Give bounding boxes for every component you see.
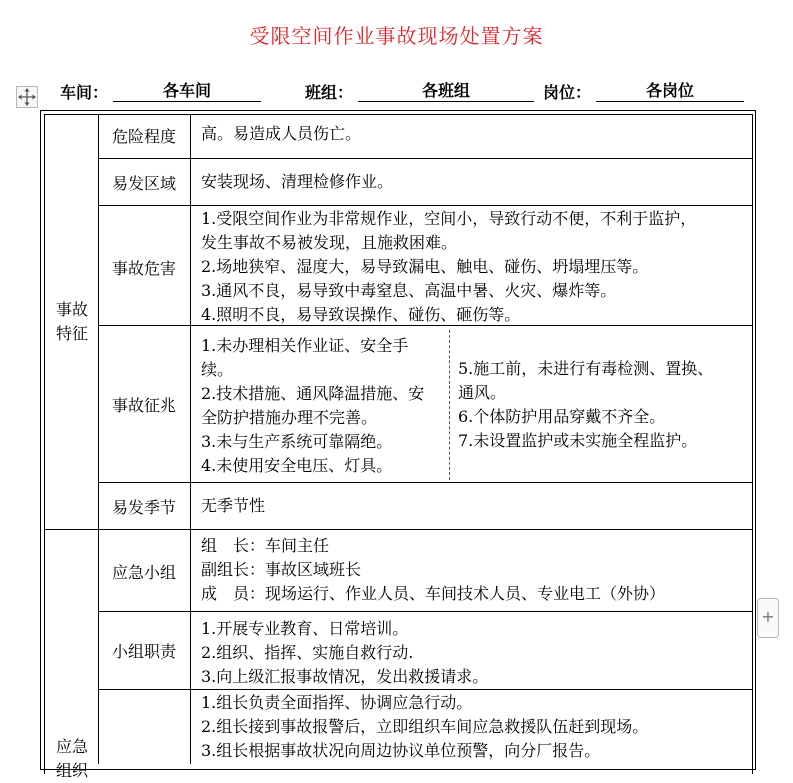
- post-label: 岗位：: [543, 83, 592, 102]
- grid-line: [98, 158, 753, 159]
- label-danger-level: 危险程度: [111, 127, 176, 146]
- column-divider: [449, 330, 450, 480]
- plus-icon[interactable]: +: [757, 598, 779, 638]
- label-emergency-team: 应急小组: [111, 563, 176, 582]
- grid-line: [98, 482, 753, 483]
- post-value: 各岗位: [596, 80, 744, 102]
- content-danger-level: 高。易造成人员伤亡。: [201, 124, 362, 143]
- content-procedure: 1.组长负责全面指挥、协调应急行动。 2.组长接到事故报警后，立即组织车间应急救援队伍赶到现场。 3.组长根据事故状况向周边协议单位预警，向分厂报告。: [201, 693, 649, 760]
- grid-line: [98, 114, 99, 764]
- content-team-duties: 1.开展专业教育、日常培训。 2.组织、指挥、实施自救行动. 3.向上级汇报事故情况，发出救援请求。: [201, 619, 489, 686]
- label-prone-area: 易发区域: [111, 174, 176, 193]
- team-label: 班组：: [305, 83, 354, 102]
- grid-line: [98, 611, 753, 612]
- content-prone-area: 安装现场、清理检修作业。: [201, 172, 394, 191]
- grid-line: [190, 114, 191, 764]
- label-team-duties: 小组职责: [111, 642, 176, 661]
- grid-line: [44, 529, 753, 530]
- content-signs-right: 5.施工前，未进行有毒检测、置换、 通风。 6.个体防护用品穿戴不齐全。 7.未设置监护或未实施全程监护。: [458, 359, 714, 450]
- section-emergency-org: 应急 组织: [55, 737, 88, 780]
- workshop-value: 各车间: [113, 80, 261, 102]
- content-emergency-team: 组 长：车间主任 副组长：事故区域班长 成 员：现场运行、作业人员、车间技术人员、专业电工（外协）: [201, 536, 666, 603]
- section-accident-features: 事故 特征: [55, 300, 88, 343]
- content-signs-left: 1.未办理相关作业证、安全手 续。 2.技术措施、通风降温措施、安 全防护措施办理不完善。 3.未与生产系统可靠隔绝。 4.未使用安全电压、灯具。: [201, 336, 425, 475]
- label-hazards: 事故危害: [111, 259, 176, 278]
- move-arrows-icon[interactable]: [16, 86, 38, 108]
- content-season: 无季节性: [201, 496, 266, 515]
- page-title: 受限空间作业事故现场处置方案: [249, 24, 544, 48]
- team-value: 各班组: [358, 80, 534, 102]
- content-hazards: 1.受限空间作业为非常规作业，空间小，导致行动不便，不利于监护， 发生事故不易被发现，且施救困难。 2.场地狭窄、湿度大，易导致漏电、触电、碰伤、坍塌埋压等。 3.通风不良，易导致中毒窒息、高温中暑、火灾、爆炸等。 4.照明不良，易导致误操作、碰伤、砸伤等。: [201, 209, 697, 324]
- label-signs: 事故征兆: [111, 396, 176, 415]
- grid-line: [98, 205, 753, 206]
- workshop-label: 车间：: [60, 83, 109, 102]
- grid-line: [98, 689, 753, 690]
- label-season: 易发季节: [111, 498, 176, 517]
